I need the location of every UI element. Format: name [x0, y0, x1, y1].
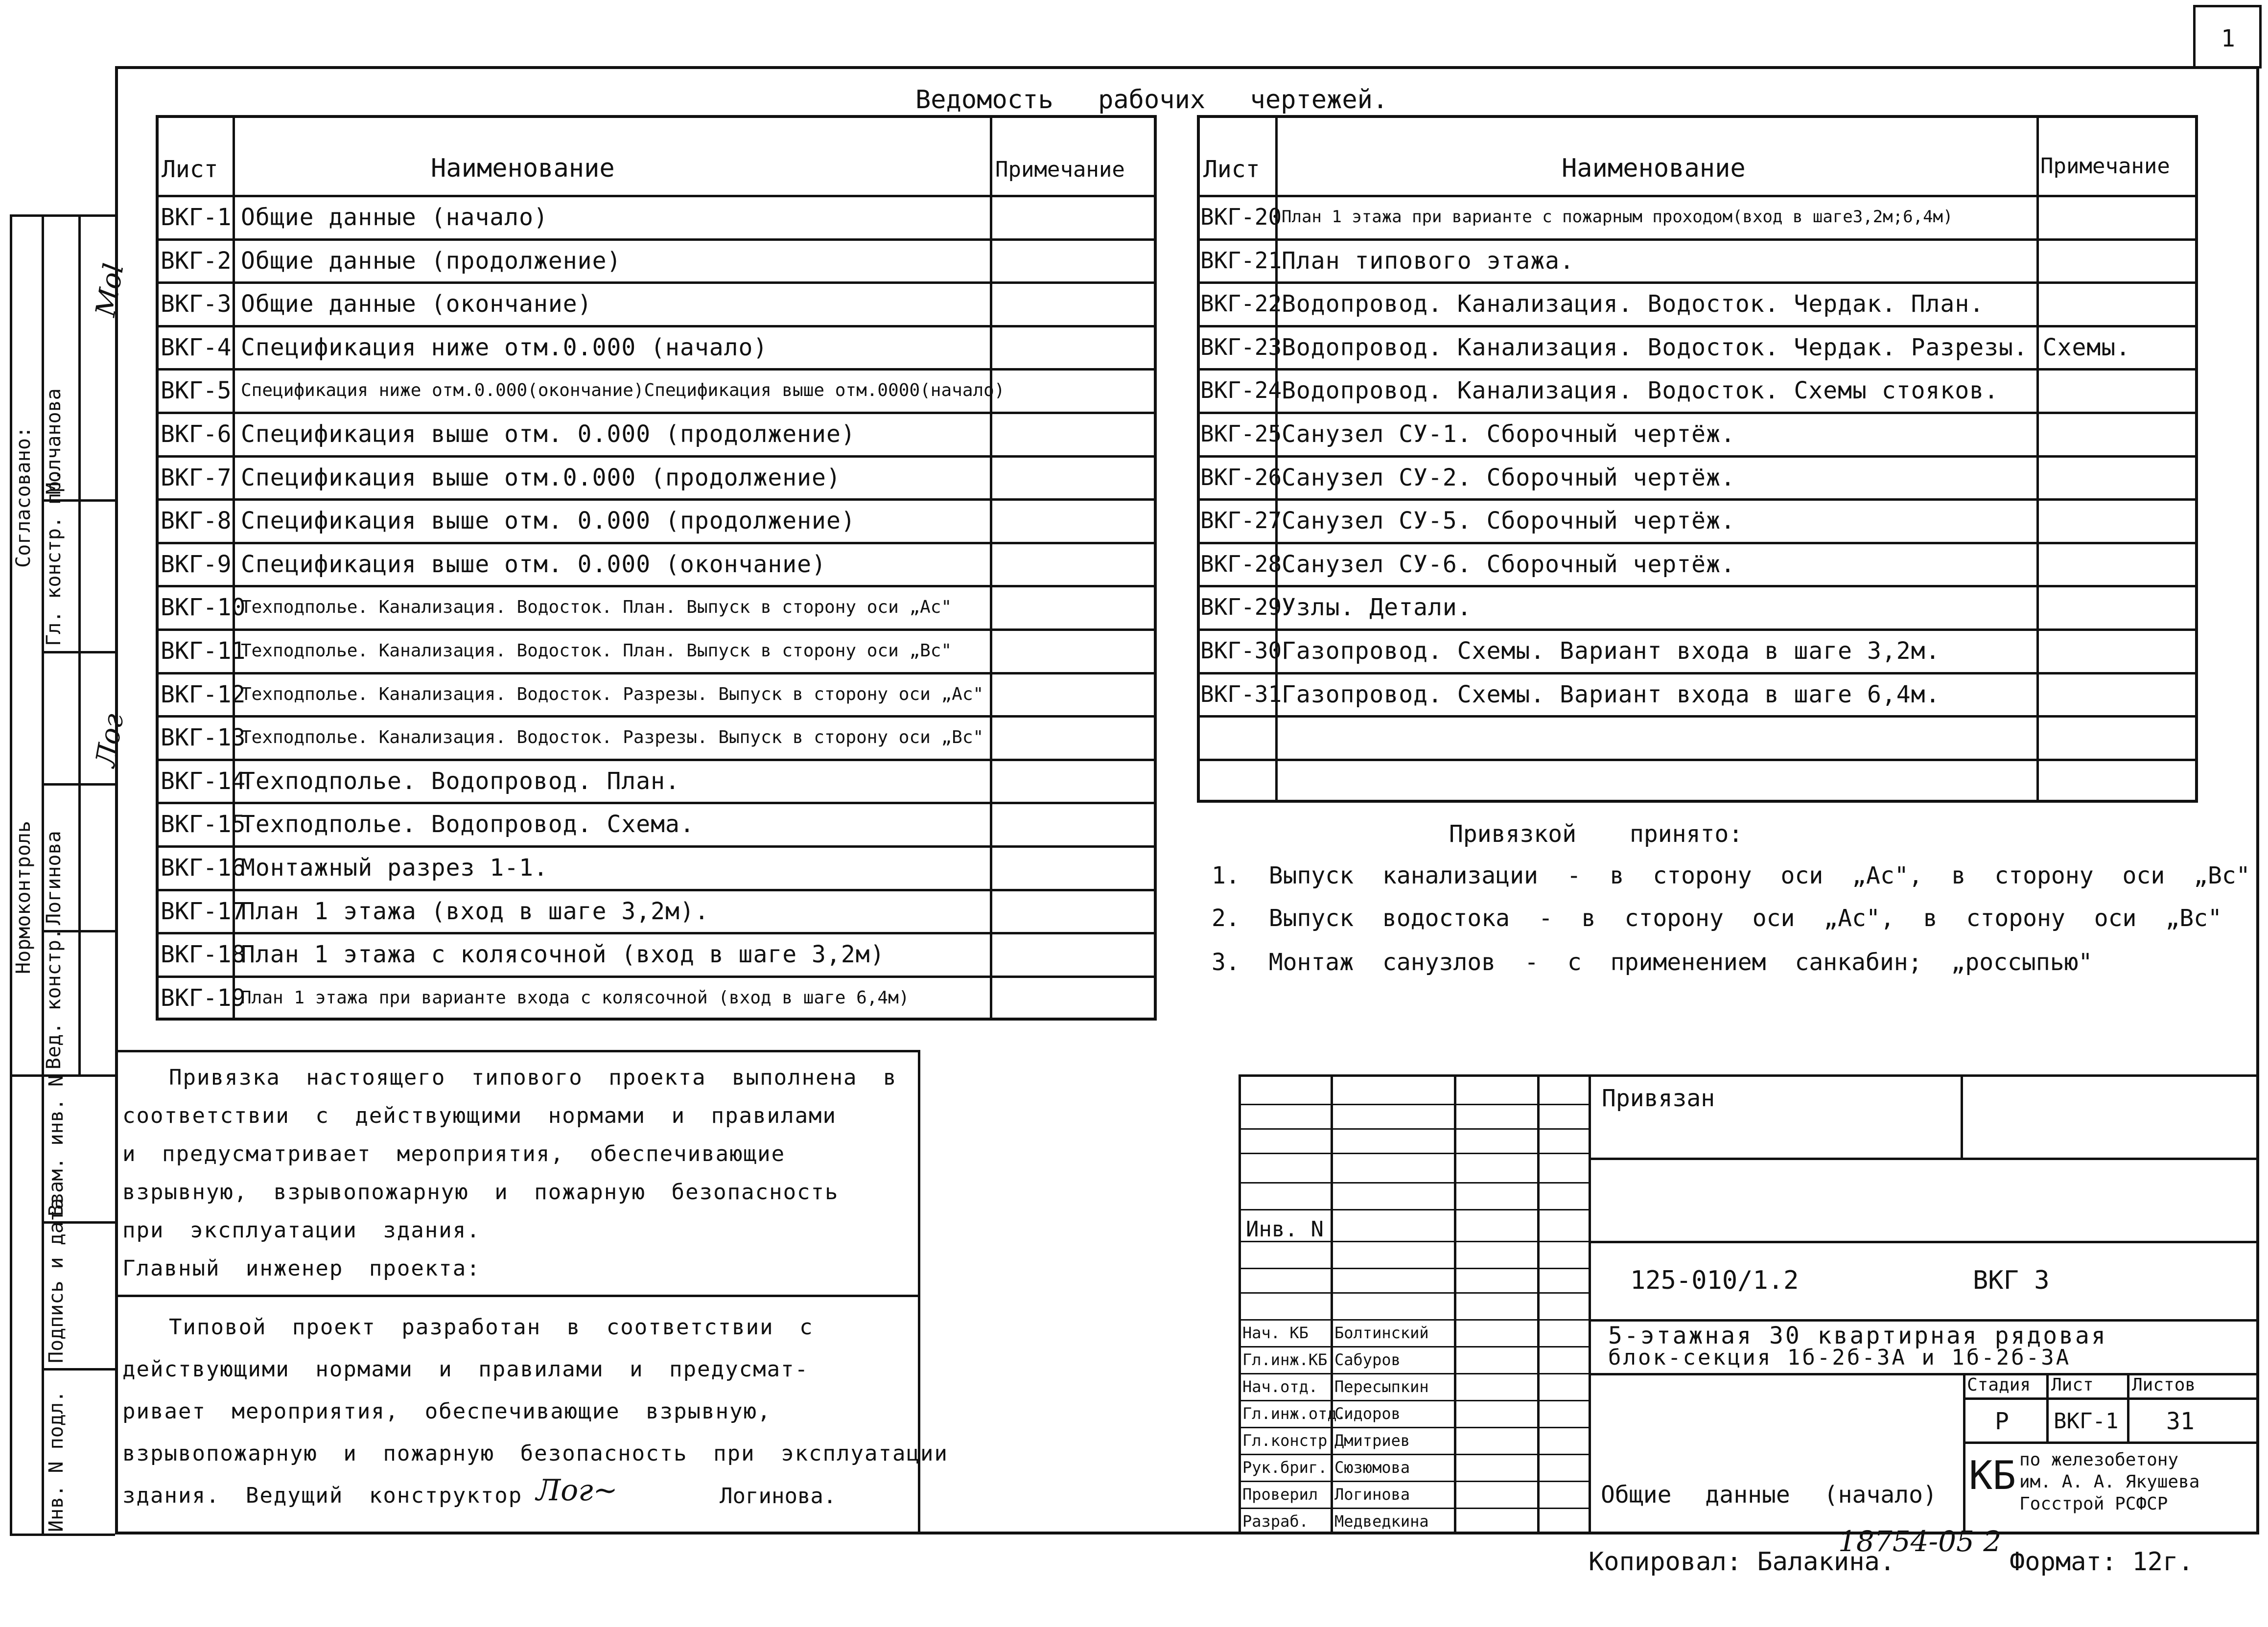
set-code: ВКГ 3 [1973, 1266, 2050, 1295]
table-row-name: Спецификация ниже отм.0.000 (начало) [241, 333, 768, 361]
side-normcontrol: Нормоконтроль [12, 820, 35, 974]
sheet-value: ВКГ-1 [2054, 1409, 2119, 1434]
note-project-line: здания. Ведущий конструктор [122, 1483, 523, 1508]
staff-name: Дмитриев [1334, 1431, 1410, 1450]
org-line-3: Госстрой РСФСР [2019, 1494, 2168, 1514]
right-header-name: Наименование [1562, 154, 1746, 183]
staff-role: Рук.бриг. [1242, 1458, 1328, 1477]
note-binding-line: и предусматривает мероприятия, обеспечивающие [122, 1141, 786, 1166]
table-row-name: План 1 этажа (вход в шаге 3,2м). [241, 897, 709, 925]
note-project-line: взрывопожарную и пожарную безопасность при эксплуатации [122, 1441, 948, 1466]
table-row-name: Спецификация выше отм. 0.000 (продолжение) [241, 507, 856, 535]
staff-role: Гл.инж.отд. [1242, 1404, 1346, 1423]
table-row-code: ВКГ-22 [1200, 290, 1282, 317]
sheets-label: Листов [2132, 1375, 2196, 1395]
table-row-name: Санузел СУ-2. Сборочный чертёж. [1282, 464, 1735, 491]
table-row-name: Спецификация выше отм. 0.000 (окончание) [241, 550, 826, 578]
table-row-code: ВКГ-26 [1200, 464, 1282, 490]
staff-name: Сабуров [1334, 1350, 1401, 1369]
table-row-code: ВКГ-8 [161, 507, 232, 535]
table-row-name: План 1 этажа с колясочной (вход в шаге 3,2м) [241, 941, 885, 969]
side-sign-date: Подпись и дата [45, 1198, 68, 1363]
table-row-code: ВКГ-25 [1200, 420, 1282, 447]
table-row-code: ВКГ-18 [161, 941, 246, 969]
table-row-code: ВКГ-31 [1200, 680, 1282, 707]
side-agreed: Согласовано: [12, 426, 35, 568]
table-row-code: ВКГ-24 [1200, 377, 1282, 404]
staff-name: Медведкина [1334, 1512, 1429, 1531]
table-row-name: Водопровод. Канализация. Водосток. Чердак. План. [1282, 290, 1985, 318]
table-row-name: Техподполье. Канализация. Водосток. Разрезы. Выпуск в сторону оси „Вс" [241, 727, 984, 748]
left-header-note: Примечание [995, 157, 1125, 182]
note-binding-line: соответствии с действующими нормами и правилами [122, 1103, 837, 1128]
org-line-2: им. А. А. Якушева [2019, 1472, 2200, 1492]
table-row-name: План 1 этажа при варианте с пожарным проходом(вход в шаге3,2м;6,4м) [1282, 207, 1953, 227]
binding-title: Привязкой принято: [1449, 820, 1743, 848]
signature-normcontrol: Лог [89, 711, 130, 769]
table-row-name: Газопровод. Схемы. Вариант входа в шаге 3,2м. [1282, 637, 1941, 665]
table-row-name: Водопровод. Канализация. Водосток. Чердак. Разрезы. Схемы. [1282, 333, 2131, 361]
right-header-sheet: Лист [1203, 156, 1260, 183]
staff-role: Проверил [1242, 1485, 1318, 1504]
org-line-1: по железобетону [2019, 1450, 2179, 1470]
table-row-name: Спецификация выше отм. 0.000 (продолжение) [241, 420, 856, 448]
table-row-name: План 1 этажа при варианте входа с колясочной (вход в шаге 6,4м) [241, 987, 910, 1008]
note-project-line: Логинова. [720, 1484, 837, 1509]
side-loginova: Логинова [43, 831, 65, 925]
format-label: Формат: 12г. [2010, 1547, 2194, 1577]
table-row-code: ВКГ-29 [1200, 594, 1282, 621]
left-header-sheet: Лист [162, 156, 218, 183]
note-project-line: Типовой проект разработан в соответствии с [169, 1315, 814, 1340]
staff-role: Нач.отд. [1242, 1377, 1318, 1396]
left-header-name: Наименование [431, 154, 615, 183]
table-row-name: Газопровод. Схемы. Вариант входа в шаге 6,4м. [1282, 680, 1941, 708]
table-row-code: ВКГ-21 [1200, 247, 1282, 274]
table-row-code: ВКГ-27 [1200, 507, 1282, 534]
sheet-name: Общие данные (начало) [1601, 1481, 1937, 1509]
table-row-name: Техподполье. Канализация. Водосток. План. Выпуск в сторону оси „Ас" [241, 597, 952, 618]
staff-role: Нач. КБ [1242, 1324, 1309, 1342]
table-row-code: ВКГ-23 [1200, 333, 1282, 360]
sheet-label: Лист [2051, 1375, 2094, 1395]
table-row-name: Монтажный разрез 1-1. [241, 854, 548, 882]
project-title-2: блок-секция 1б-2б-3А и 1б-2б-3А [1608, 1345, 2071, 1370]
sheets-value: 31 [2166, 1408, 2195, 1435]
doc-code: 125-010/1.2 [1630, 1266, 1799, 1295]
staff-name: Пересыпкин [1334, 1377, 1429, 1396]
staff-name: Логинова [1334, 1485, 1410, 1504]
table-row-name: Общие данные (начало) [241, 204, 548, 231]
table-row-code: ВКГ-3 [161, 290, 232, 318]
table-row-code: ВКГ-9 [161, 550, 232, 578]
table-row-name: План типового этажа. [1282, 247, 1574, 275]
staff-name: Сидоров [1334, 1404, 1401, 1423]
note-project-line: действующими нормами и правилами и предусмат- [122, 1357, 809, 1382]
note-binding-line: при эксплуатации здания. [122, 1218, 481, 1243]
table-row-name: Техподполье. Водопровод. Схема. [241, 811, 695, 838]
side-molchanova: Молчанова [43, 388, 65, 494]
note-binding-line: Привязка настоящего типового проекта выполнена в [169, 1065, 897, 1090]
table-row-code: ВКГ-12 [161, 680, 246, 708]
copied-by: Копировал: Балакина. [1589, 1547, 1895, 1577]
table-row-name: Спецификация ниже отм.0.000(окончание)Спецификация выше отм.0000(начало) [241, 380, 1005, 401]
table-row-name: Техподполье. Канализация. Водосток. Разрезы. Выпуск в сторону оси „Ас" [241, 684, 984, 704]
table-row-code: ВКГ-11 [161, 637, 246, 665]
stage-label: Стадия [1967, 1375, 2031, 1395]
project-title-1: 5-этажная 30 квартирная рядовая [1608, 1322, 2107, 1349]
table-row-code: ВКГ-6 [161, 420, 232, 448]
table-row-code: ВКГ-19 [161, 984, 246, 1012]
table-row-code: ВКГ-17 [161, 897, 246, 925]
table-row-code: ВКГ-10 [161, 594, 246, 622]
signature-lead-constr: Лог~ [536, 1473, 618, 1508]
staff-role: Гл.инж.КБ [1242, 1350, 1328, 1369]
right-header-note: Примечание [2040, 154, 2170, 179]
table-row-name: Санузел СУ-5. Сборочный чертёж. [1282, 507, 1735, 535]
table-row-code: ВКГ-30 [1200, 637, 1282, 664]
table-row-code: ВКГ-15 [161, 811, 246, 838]
table-row-code: ВКГ-13 [161, 724, 246, 752]
table-row-code: ВКГ-4 [161, 333, 232, 361]
table-row-name: Техподполье. Канализация. Водосток. План. Выпуск в сторону оси „Вс" [241, 641, 952, 661]
page-number: 1 [2221, 25, 2235, 52]
table-row-code: ВКГ-5 [161, 377, 232, 405]
table-row-code: ВКГ-1 [161, 204, 232, 231]
table-row-code: ВКГ-2 [161, 247, 232, 275]
staff-name: Сюзюмова [1334, 1458, 1410, 1477]
note-binding-line: Главный инженер проекта: [122, 1256, 481, 1281]
sheet-title: Ведомость рабочих чертежей. [915, 85, 1388, 115]
side-chief-constr: Гл. констр. пр. [43, 469, 65, 646]
org-abbr: КБ [1969, 1453, 2016, 1498]
table-row-name: Спецификация выше отм.0.000 (продолжение) [241, 464, 841, 491]
table-row-code: ВКГ-28 [1200, 550, 1282, 577]
side-inv-orig: Инв. N подл. [45, 1391, 68, 1532]
note-binding-line: взрывную, взрывопожарную и пожарную безопасность [122, 1180, 839, 1205]
table-row-code: ВКГ-7 [161, 464, 232, 491]
table-row-name: Общие данные (продолжение) [241, 247, 622, 275]
binding-item-2: 2. Выпуск водостока - в сторону оси „Ас", в сторону оси „Вс" [1212, 905, 2222, 932]
table-row-code: ВКГ-20 [1200, 204, 1282, 230]
table-row-code: ВКГ-16 [161, 854, 246, 882]
table-row-name: Санузел СУ-6. Сборочный чертёж. [1282, 550, 1735, 578]
table-row-name: Санузел СУ-1. Сборочный чертёж. [1282, 420, 1735, 448]
side-lead-constr: Вед. констр. [43, 928, 65, 1069]
binding-item-1: 1. Выпуск канализации - в сторону оси „Ас", в сторону оси „Вс" [1212, 862, 2250, 889]
table-row-name: Водопровод. Канализация. Водосток. Схемы стояков. [1282, 377, 1999, 405]
privyazan-label: Привязан [1602, 1085, 1715, 1112]
staff-role: Гл.констр. [1242, 1431, 1337, 1450]
signature-agreed: Mol [90, 261, 130, 319]
table-row-code: ВКГ-14 [161, 767, 246, 795]
side-replace-inv: Взам. инв. N [45, 1075, 68, 1216]
table-row-name: Техподполье. Водопровод. План. [241, 767, 680, 795]
table-row-name: Узлы. Детали. [1282, 594, 1472, 622]
handwritten-number: 18754-05 2 [1838, 1525, 2002, 1558]
staff-role: Разраб. [1242, 1512, 1309, 1531]
note-project-line: ривает мероприятия, обеспечивающие взрывную, [122, 1399, 772, 1424]
table-row-name: Общие данные (окончание) [241, 290, 592, 318]
staff-name: Болтинский [1334, 1324, 1429, 1342]
stage-value: Р [1995, 1408, 2009, 1435]
inv-label: Инв. N [1246, 1217, 1324, 1242]
binding-item-3: 3. Монтаж санузлов - с применением санкабин; „россыпью" [1212, 949, 2093, 976]
